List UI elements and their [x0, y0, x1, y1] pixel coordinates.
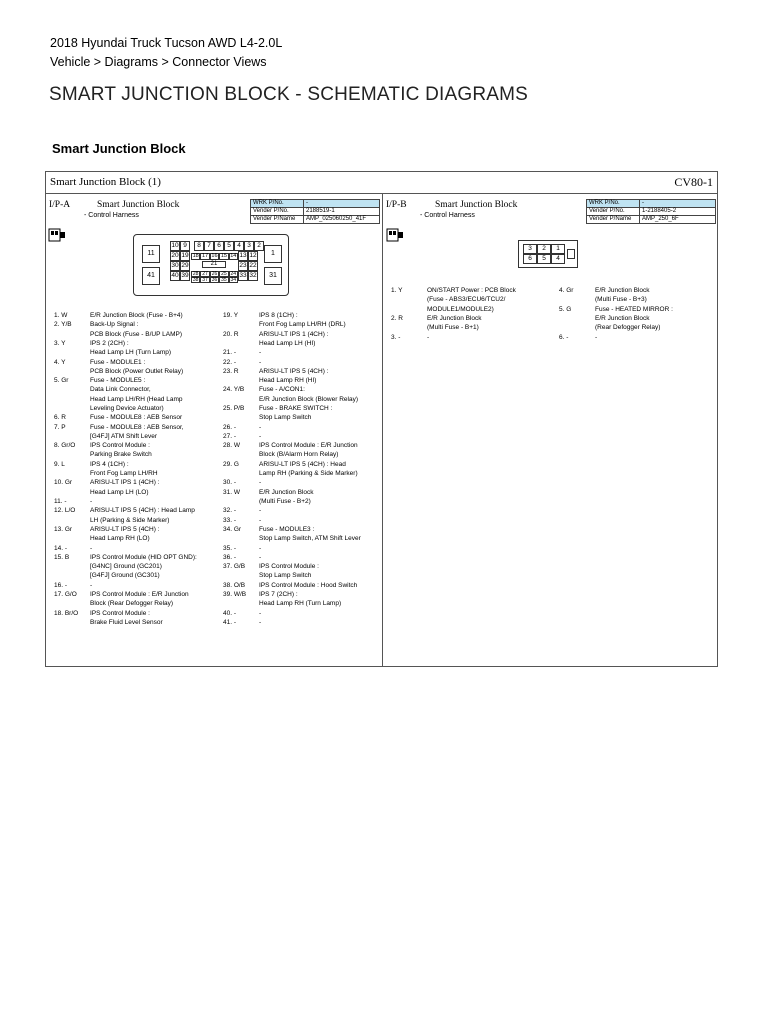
pin-description: E/R Junction Block [259, 488, 314, 496]
connector-plug-icon [386, 228, 404, 242]
pin-description: - [259, 544, 262, 552]
pin-description: Back-Up Signal : [90, 321, 139, 329]
pin-number: 38. O/B [223, 581, 246, 589]
pin-description: Fuse - A/CON1: [259, 386, 305, 394]
pin-description: Data Link Connector, [90, 386, 151, 394]
pin-cell: 3 [244, 241, 254, 251]
vehicle-title: 2018 Hyundai Truck Tucson AWD L4-2.0L [50, 36, 283, 50]
pin-description: Lamp RH (Parking & Side Marker) [259, 470, 358, 478]
pin-description: Head Lamp RH (Turn Lamp) [259, 600, 342, 608]
pin-description: - [427, 333, 430, 341]
pin-cell: 8 [194, 241, 204, 251]
pin-description: Front Fog Lamp LH/RH [90, 470, 158, 478]
pin-description: Fuse - BRAKE SWITCH : [259, 405, 333, 412]
pin-description: Head Lamp LH (HI) [259, 339, 316, 347]
info-value: AMP_025060250_41F [304, 216, 380, 224]
pin-number: 25. P/B [223, 405, 245, 412]
pin-cell: 33 [239, 272, 247, 279]
pin-description: E/R Junction Block (Blower Relay) [259, 395, 358, 403]
panel-divider [382, 194, 383, 666]
pin-description: Stop Lamp Switch [259, 572, 312, 580]
info-value: 2188519-1 [304, 208, 380, 216]
pin-number: 29. G [223, 460, 239, 468]
pin-cell: 6 [523, 254, 537, 264]
pin-cell: 27 [202, 271, 208, 277]
connector-view-frame [45, 171, 718, 667]
pin-number: 17. G/O [54, 591, 77, 598]
pin-number: 22. - [223, 358, 237, 366]
pin-description: IPS 7 (2CH) : [259, 591, 298, 598]
pin-description: [G4FJ] Ground (GC301) [90, 572, 160, 580]
pin-cell: 20 [171, 252, 179, 259]
pin-number: 21. - [223, 349, 237, 357]
pin-description: (Multi Fuse - B+3) [595, 296, 647, 304]
pin-cell: 21 [202, 261, 226, 268]
pin-description: [G4NC] Ground (GC201) [90, 563, 162, 571]
pin-description: Block (Rear Defogger Relay) [90, 600, 174, 608]
pin-description: - [259, 507, 262, 515]
panel-b-id: I/P-B [386, 200, 407, 210]
pin-description: Brake Fluid Level Sensor [90, 618, 163, 626]
pin-number: 6. R [54, 414, 66, 422]
pin-number: 41. - [223, 618, 237, 626]
pin-number: 36. - [223, 553, 237, 561]
pin-number: 34. Gr [223, 525, 242, 533]
pin-cell: 2 [254, 241, 264, 251]
connector-a-diagram [133, 234, 289, 296]
pin-description: - [595, 333, 598, 341]
pin-cell: 17 [202, 253, 209, 259]
panel-a-id: I/P-A [49, 200, 71, 210]
pin-number: 4. Gr [559, 287, 574, 294]
pin-cell: 29 [181, 262, 189, 269]
pin-cell: 3 [523, 244, 537, 254]
pin-description: (Rear Defogger Relay) [595, 324, 661, 332]
pin-number: 19. Y [223, 312, 239, 319]
pin-cell: 30 [171, 262, 179, 269]
connector-plug-icon [48, 228, 66, 242]
pin-description: MODULE1/MODULE2) [427, 305, 494, 313]
pin-description: IPS 4 (1CH) : [90, 460, 129, 468]
pin-description: E/R Junction Block [595, 287, 650, 294]
pin-number: 11. - [54, 498, 67, 505]
pin-cell: 5 [224, 241, 234, 251]
panel-b-name: Smart Junction Block [435, 200, 518, 210]
pin-description: ON/START Power : PCB Block [427, 287, 516, 294]
pin-description: - [259, 358, 262, 366]
pin-cell: 25 [221, 271, 227, 277]
pin-description: Parking Brake Switch [90, 451, 152, 459]
pin-description: Fuse - MODULE5 : [90, 377, 146, 385]
pin-description: IPS Control Module : [259, 563, 319, 571]
pin-number: 20. R [223, 330, 239, 338]
pin-number: 15. B [54, 553, 70, 561]
pin-description: LH (Parking & Side Marker) [90, 516, 170, 524]
info-key: Vender P/Name [587, 216, 640, 224]
info-value: - [304, 200, 380, 208]
pin-number: 5. G [559, 305, 572, 313]
pin-description: Fuse - MODULE8 : AEB Sensor, [90, 423, 184, 431]
pin-cell: 4 [234, 241, 244, 251]
pin-description: IPS Control Module : Hood Switch [259, 581, 358, 589]
pin-description: - [259, 618, 262, 626]
panel-a-name: Smart Junction Block [97, 200, 180, 210]
panel-a-info-table [250, 199, 380, 224]
info-key: Vender P/Name [251, 216, 304, 224]
pin-cell: 1 [551, 244, 565, 254]
pin-cell: 16 [211, 253, 218, 259]
pin-number: 16. - [54, 581, 68, 589]
pin-description: Head Lamp LH/RH (Head Lamp [90, 395, 183, 403]
pin-cell: 40 [171, 272, 179, 279]
frame-header [46, 172, 717, 194]
info-key: WRK P/No. [587, 200, 640, 208]
pin-description: IPS Control Module : [90, 609, 150, 617]
pin-cell: 28 [192, 271, 199, 277]
pin-description: Head Lamp RH (HI) [259, 377, 317, 385]
pin-description: Head Lamp RH (LO) [90, 535, 150, 543]
pin-description: IPS Control Module : E/R Junction [259, 442, 358, 450]
pin-cell: 41 [142, 267, 160, 285]
pin-number: 1. W [54, 312, 68, 319]
pin-description: Head Lamp LH (LO) [90, 488, 149, 496]
connector-latch [567, 249, 575, 259]
pin-number: 30. - [223, 479, 237, 487]
pin-description: - [259, 479, 262, 487]
pin-number: 32. - [223, 507, 237, 515]
pin-cell: 1 [264, 245, 282, 263]
pin-number: 33. - [223, 516, 237, 524]
pin-number: 39. W/B [223, 591, 247, 598]
pin-description: Block (B/Alarm Horn Relay) [259, 451, 339, 459]
pin-description: Front Fog Lamp LH/RH (DRL) [259, 321, 346, 329]
pin-cell: 31 [264, 267, 282, 285]
pin-cell: 13 [239, 252, 247, 259]
info-key: Vender P/No. [251, 208, 304, 216]
pin-number: 3. Y [54, 339, 66, 347]
pin-description: Head Lamp LH (Turn Lamp) [90, 349, 172, 357]
pin-description: Stop Lamp Switch, ATM Shift Lever [259, 535, 361, 543]
pin-description: - [259, 609, 262, 617]
pin-cell: 39 [181, 272, 189, 279]
pin-description: PCB Block (Power Outlet Relay) [90, 367, 184, 375]
pin-cell: 36 [211, 277, 218, 283]
panel-a-harness: - Control Harness [84, 212, 139, 219]
pin-description: Fuse - HEATED MIRROR : [595, 305, 673, 313]
pin-number: 6. - [559, 333, 569, 341]
pin-description: - [90, 498, 93, 505]
pin-description: ARISU-LT IPS 5 (4CH) : [90, 525, 160, 533]
pin-description: IPS Control Module : E/R Junction [90, 591, 189, 598]
connector-b-diagram [518, 240, 578, 268]
pin-cell: 32 [249, 272, 257, 279]
pin-description: ARISU-LT IPS 5 (4CH) : Head [259, 460, 346, 468]
pin-cell: 37 [202, 277, 208, 283]
panel-b-info-table [586, 199, 716, 224]
info-key: WRK P/No. [251, 200, 304, 208]
pin-cell: 12 [249, 252, 257, 259]
pin-cell: 24 [230, 271, 237, 277]
pin-description: ARISU-LT IPS 1 (4CH) : [90, 479, 160, 487]
pin-description: - [259, 349, 262, 357]
pin-cell: 5 [537, 254, 551, 264]
pin-number: 7. P [54, 423, 66, 431]
frame-title: Smart Junction Block (1) [50, 176, 161, 188]
page-title: SMART JUNCTION BLOCK - SCHEMATIC DIAGRAMS [49, 84, 529, 105]
pin-number: 23. R [223, 367, 239, 375]
pin-description: E/R Junction Block (Fuse - B+4) [90, 312, 183, 319]
pin-description: [G4FJ] ATM Shift Lever [90, 432, 158, 440]
pin-number: 18. Br/O [54, 609, 79, 617]
info-value: - [640, 200, 716, 208]
pin-cell: 4 [551, 254, 565, 264]
pin-description: ARISU-LT IPS 5 (4CH) : [259, 367, 329, 375]
pin-description: IPS Control Module (HID OPT GND): [90, 553, 197, 561]
pin-cell: 14 [230, 253, 237, 259]
pin-description: IPS 8 (1CH) : [259, 312, 298, 319]
pin-number: 14. - [54, 544, 68, 552]
pin-cell: 34 [230, 277, 237, 283]
pin-cell: 26 [211, 271, 218, 277]
section-title: Smart Junction Block [52, 141, 186, 156]
pin-description: ARISU-LT IPS 1 (4CH) : [259, 330, 329, 338]
pin-number: 2. R [391, 314, 403, 322]
pin-number: 8. Gr/O [54, 442, 76, 450]
pin-description: - [259, 553, 262, 561]
pin-cell: 18 [192, 253, 199, 259]
pin-cell: 9 [180, 241, 190, 251]
pin-description: (Fuse - ABS3/ECU6/TCU2/ [427, 296, 506, 304]
pin-number: 26. - [223, 423, 237, 431]
pin-description: - [90, 581, 93, 589]
pin-description: - [259, 423, 262, 431]
pin-description: E/R Junction Block [427, 314, 482, 322]
pin-number: 13. Gr [54, 525, 73, 533]
pin-description: (Multi Fuse - B+1) [427, 324, 479, 332]
pin-description: - [259, 432, 262, 440]
pin-description: - [259, 516, 262, 524]
pin-number: 12. L/O [54, 507, 76, 515]
panel-b-harness: - Control Harness [420, 212, 475, 219]
pin-description: - [90, 544, 93, 552]
pin-description: IPS 2 (2CH) : [90, 339, 129, 347]
pin-number: 3. - [391, 333, 401, 341]
pin-number: 1. Y [391, 287, 403, 294]
pin-number: 5. Gr [54, 377, 69, 385]
pin-number: 28. W [223, 442, 240, 450]
pin-cell: 11 [142, 245, 160, 263]
pin-cell: 6 [214, 241, 224, 251]
pin-cell: 7 [204, 241, 214, 251]
pin-cell: 38 [192, 277, 199, 283]
pin-cell: 10 [171, 242, 179, 249]
pin-description: Fuse - MODULE8 : AEB Sensor [90, 414, 183, 422]
pin-number: 9. L [54, 460, 65, 468]
pin-description: PCB Block (Fuse - B/UP LAMP) [90, 330, 182, 338]
pin-number: 31. W [223, 488, 240, 496]
pin-description: Leveling Device Actuator) [90, 404, 164, 412]
pin-number: 2. Y/B [54, 321, 72, 329]
pin-number: 40. - [223, 609, 237, 617]
frame-code: CV80-1 [674, 175, 713, 189]
pin-cell: 22 [249, 262, 257, 269]
pin-description: Fuse - MODULE1 : [90, 358, 146, 366]
pin-description: Fuse - MODULE3 : [259, 525, 315, 533]
pin-number: 37. G/B [223, 563, 246, 571]
pin-description: Stop Lamp Switch [259, 414, 312, 422]
pin-description: IPS Control Module : [90, 442, 150, 450]
info-value: AMP_250_6F [640, 216, 716, 224]
pin-description: (Multi Fuse - B+2) [259, 497, 311, 505]
pin-number: 4. Y [54, 358, 66, 366]
pin-cell: 23 [239, 262, 247, 269]
pin-cell: 19 [181, 252, 189, 259]
pin-number: 27. - [223, 432, 237, 440]
pin-cell: 2 [537, 244, 551, 254]
pin-cell: 35 [221, 277, 227, 283]
pin-number: 35. - [223, 544, 237, 552]
pin-number: 24. Y/B [223, 386, 245, 394]
pin-description: ARISU-LT IPS 5 (4CH) : Head Lamp [90, 507, 195, 515]
pin-number: 10. Gr [54, 479, 73, 487]
breadcrumb: Vehicle > Diagrams > Connector Views [50, 55, 267, 69]
info-key: Vender P/No. [587, 208, 640, 216]
pin-description: E/R Junction Block [595, 314, 650, 322]
pin-cell: 15 [220, 253, 227, 259]
info-value: 1-2188405-2 [640, 208, 716, 216]
